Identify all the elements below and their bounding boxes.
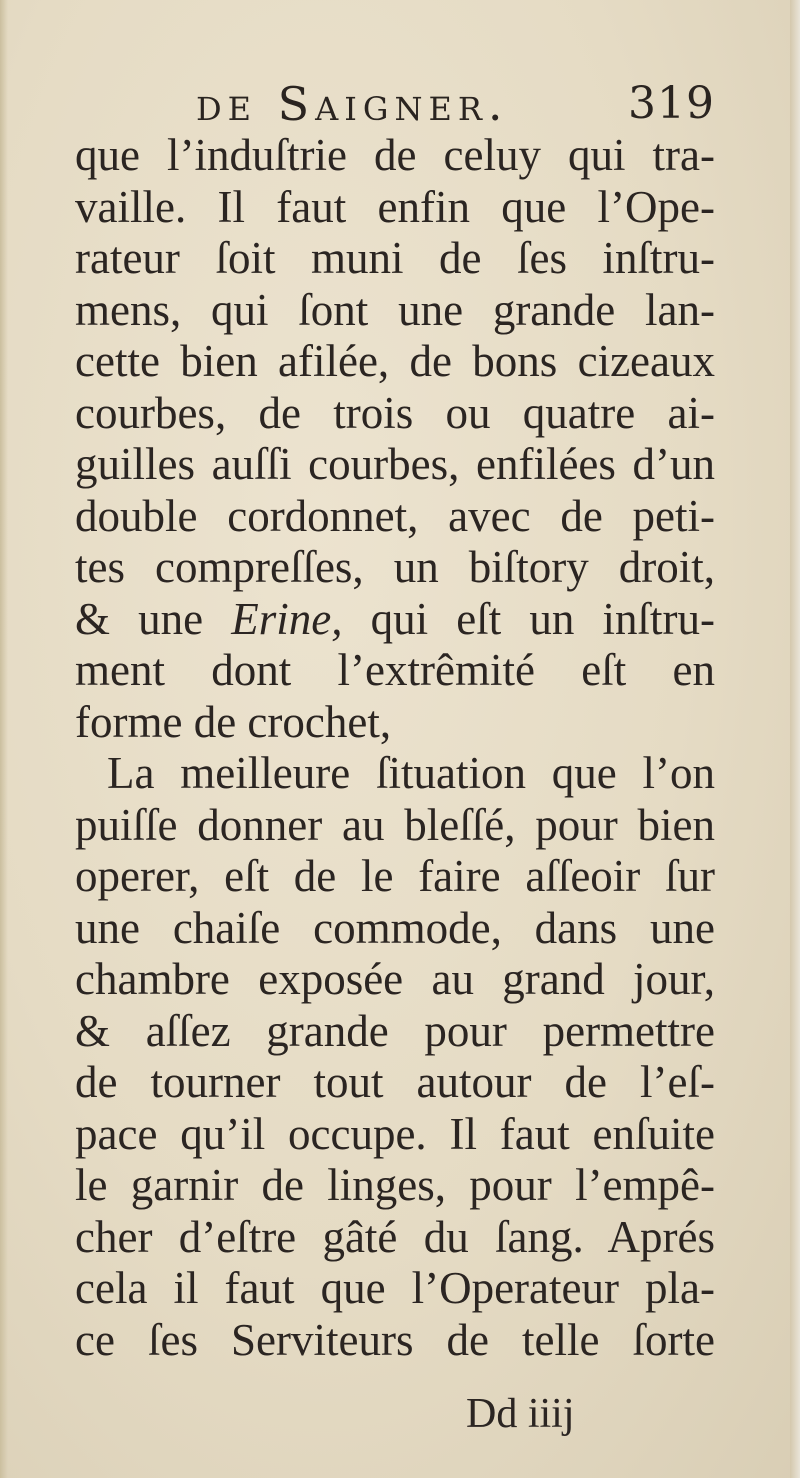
text-line: de tourner tout autour de l’eſ-	[75, 1057, 715, 1107]
text-fragment: qui eſt un inſtru-	[370, 593, 716, 644]
text-line: cher d’eſtre gâté du ſang. Aprés	[75, 1211, 715, 1262]
text-line: mens, qui ſont une grande lan-	[75, 284, 715, 335]
text-line: guilles auſſi courbes, enfilées d’un	[75, 439, 715, 489]
text-line: ce ſes Serviteurs de telle ſorte	[75, 1314, 715, 1365]
text-line: pace qu’il occupe. Il faut enſuite	[75, 1108, 715, 1159]
text-line: & aſſez grande pour permettre	[75, 1005, 715, 1056]
paragraph-end-line: forme de crochet,	[75, 696, 392, 747]
body-text	[75, 130, 715, 1366]
text-line: courbes, de trois ou quatre ai-	[75, 387, 715, 438]
text-line: chambre exposée au grand jour,	[75, 954, 715, 1004]
signature-catchword: Dd iiij	[466, 1391, 575, 1437]
text-line: cette bien afilée, de bons cizeaux	[75, 336, 715, 386]
page-edge	[790, 0, 800, 1478]
text-line: cela il faut que l’Operateur pla-	[75, 1263, 715, 1313]
paragraph-start-line: La meilleure ſituation que l’on	[107, 748, 715, 798]
italic-term: Erine,	[231, 593, 343, 644]
page-number: 319	[628, 78, 715, 129]
text-fragment: & une	[75, 593, 204, 644]
page-header	[0, 74, 800, 134]
text-line: tes compreſſes, un biſtory droit,	[75, 542, 715, 592]
text-line-with-italic	[75, 594, 715, 646]
page-gutter-shadow	[0, 0, 8, 1478]
text-line: vaille. Il faut enfin que l’Ope-	[75, 181, 715, 232]
text-line: une chaiſe commode, dans une	[75, 902, 715, 953]
text-line: que l’induſtrie de celuy qui tra-	[75, 130, 715, 180]
text-line: operer, eſt de le faire aſſeoir ſur	[75, 851, 715, 901]
text-line: le garnir de linges, pour l’empê-	[75, 1160, 715, 1210]
text-line: double cordonnet, avec de peti-	[75, 490, 715, 541]
text-line: puiſſe donner au bleſſé, pour bien	[75, 799, 715, 850]
text-line: ment dont l’extrêmité eſt en	[75, 645, 715, 695]
text-line: rateur ſoit muni de ſes inſtru-	[75, 233, 715, 283]
running-title: de Saigner.	[196, 77, 509, 131]
